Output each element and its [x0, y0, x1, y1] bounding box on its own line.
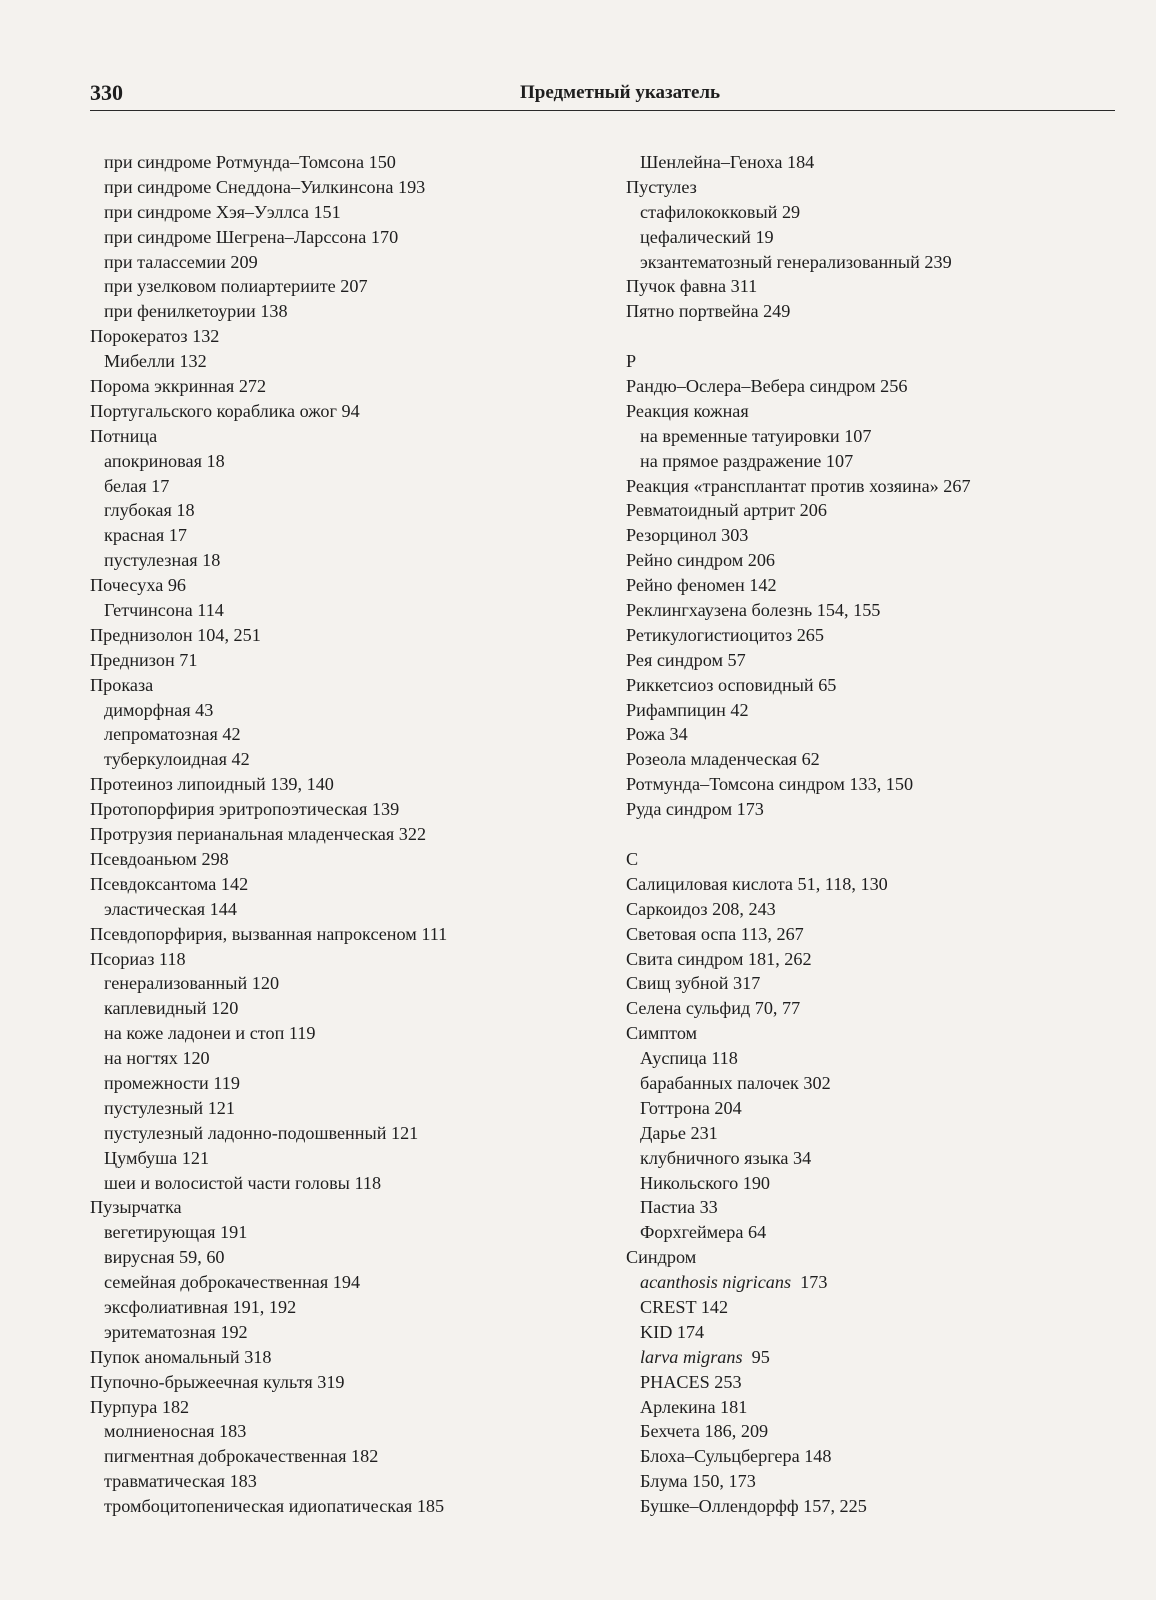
index-subentry: Аусп‍ица 118 [640, 1048, 738, 1069]
index-entry: Розеола младенческая 62 [626, 749, 820, 770]
index-subentry: барабанных палочек 302 [640, 1072, 831, 1093]
index-entry: Преднизолон 104, 251 [90, 624, 261, 645]
index-subentry: пустулезный ладонно-подошвенный 121 [104, 1122, 419, 1143]
index-entry: Световая оспа 113, 267 [626, 923, 804, 944]
index-subentry: при узелковом полиартериите 207 [104, 276, 368, 297]
section-gap [626, 324, 971, 349]
index-entry: Ревматоидный артрит 206 [626, 500, 827, 521]
index-entry: Португальского кораблика ожог 94 [90, 400, 360, 421]
index-subentry: красная 17 [104, 525, 187, 546]
index-subentry: стафилококковый 29 [640, 201, 801, 222]
index-entry: Преднизон 71 [90, 649, 198, 670]
index-entry: Свищ зубной 317 [626, 973, 761, 994]
index-subentry: CREST 142 [640, 1296, 729, 1317]
index-subentry: Шенлейна–Геноха 184 [640, 152, 815, 172]
index-subentry: на ногтях 120 [104, 1048, 210, 1069]
index-entry: Порокератоз 132 [90, 326, 220, 347]
index-subentry: пигментная доброкачественная 182 [104, 1446, 379, 1467]
index-entry: Псевдоксантома 142 [90, 873, 249, 894]
index-subentry: лепроматозная 42 [104, 724, 241, 745]
index-entry: Пятно портвейна 249 [626, 301, 791, 322]
index-entry: Резорцинол 303 [626, 525, 749, 546]
index-entry: Пузырчатка [90, 1197, 182, 1218]
index-subentry: Гетчинсона 114 [104, 600, 224, 621]
index-subentry: при синдроме Шегрена–Ларссона 170 [104, 226, 399, 247]
index-subentry: вегетирующая 191 [104, 1222, 248, 1243]
index-subentry: при синдроме Снеддона–Уилкинсона 193 [104, 176, 426, 197]
index-subentry: Бехчета 186, 209 [640, 1421, 769, 1442]
index-entry: Пупок аномальный 318 [90, 1346, 272, 1367]
index-subentry: Готтрона 204 [640, 1097, 742, 1118]
index-subentry: Блума 150, 173 [640, 1471, 756, 1492]
subentry-term-italic: larva migrans [640, 1346, 743, 1367]
index-subentry: пустулезный 121 [104, 1097, 235, 1118]
index-subentry: при синдроме Хэя–Уэллса 151 [104, 201, 341, 222]
index-entry: Руда синдром 173 [626, 799, 764, 820]
index-subentry: травматическая 183 [104, 1471, 257, 1492]
index-subentry: пустулезная 18 [104, 550, 221, 571]
index-entry: Салициловая кислота 51, 118, 130 [626, 873, 888, 894]
index-subentry: глубокая 18 [104, 500, 195, 521]
index-subentry: Никольского 190 [640, 1172, 771, 1193]
index-entry: Псевдопорфирия, вызванная напроксеном 111 [90, 923, 448, 944]
index-entry: Саркоидоз 208, 243 [626, 898, 776, 919]
index-subentry: Мибелли 132 [104, 351, 207, 372]
index-subentry [626, 1270, 971, 1295]
index-entry: Рейно синдром 206 [626, 550, 776, 571]
index-subentry: эластическая 144 [104, 898, 237, 919]
index-entry: Пурпура 182 [90, 1396, 190, 1417]
index-subentry: туберкулоидная 42 [104, 749, 250, 770]
index-subentry: при синдроме Ротмунда–Томсона 150 [104, 152, 396, 172]
running-title: Предметный указатель [520, 82, 721, 103]
page-header [90, 76, 1115, 111]
index-entry: Проказа [90, 674, 154, 695]
index-entry: Реакция «трансплантат против хозяина» 267 [626, 475, 971, 496]
index-entry: Рея синдром 57 [626, 649, 746, 670]
index-entry: Псориаз 118 [90, 948, 186, 969]
page-number: 330 [90, 80, 123, 105]
index-subentry: диморфная 43 [104, 699, 214, 720]
index-subentry: при таласcемии 209 [104, 251, 258, 272]
index-subentry: белая 17 [104, 475, 170, 496]
index-entry: Риккетсиоз осповидный 65 [626, 674, 837, 695]
index-entry: Рандю–Ослера–Вебера синдром 256 [626, 376, 908, 397]
index-subentry: шеи и волосистой части головы 118 [104, 1172, 382, 1193]
index-subentry: клубничного языка 34 [640, 1147, 812, 1168]
index-entry: Протеиноз липоидный 139, 140 [90, 774, 334, 795]
index-subentry: Цумбуша 121 [104, 1147, 210, 1168]
index-subentry: Пастиа 33 [640, 1197, 718, 1218]
subentry-pages: 173 [791, 1272, 828, 1293]
index-subentry: вирусная 59, 60 [104, 1247, 225, 1268]
index-subentry: на временные татуировки 107 [640, 425, 872, 446]
subentry-pages: 95 [742, 1346, 770, 1367]
index-subentry: при фенилкетоурии 138 [104, 301, 288, 322]
index-subentry: Дарье 231 [640, 1122, 718, 1143]
index-column-left [90, 150, 447, 1519]
index-subentry: цефалический 19 [640, 226, 774, 247]
index-subentry: каплевидный 120 [104, 998, 239, 1019]
index-subentry: эритематозная 192 [104, 1321, 248, 1342]
index-entry: Симптом [626, 1023, 698, 1044]
index-subentry: Арлекина 181 [640, 1396, 748, 1417]
index-subentry: PHACES 253 [640, 1371, 742, 1392]
subentry-term-italic: acanthosis nigricans [640, 1272, 792, 1293]
index-entry: Пустулез [626, 176, 697, 197]
index-subentry: эксфолиативная 191, 192 [104, 1296, 297, 1317]
index-entry: Пучок фавна 311 [626, 276, 758, 297]
index-entry: Рейно феномен 142 [626, 575, 777, 596]
index-entry: Протопорфирия эритропоэтическая 139 [90, 799, 400, 820]
section-letter: С [626, 848, 639, 869]
index-subentry: семейная доброкачественная 194 [104, 1272, 361, 1293]
index-entry: Порома эккринная 272 [90, 376, 267, 397]
index-entry: Пупочно-брыжеечная культя 319 [90, 1371, 345, 1392]
index-entry: Потница [90, 425, 158, 446]
section-gap [626, 822, 971, 847]
index-entry: Псевдоаньюм 298 [90, 848, 229, 869]
index-subentry: молниеносная 183 [104, 1421, 247, 1442]
index-subentry: экзантематозный генерализованный 239 [640, 251, 952, 272]
index-entry: Рифампицин 42 [626, 699, 749, 720]
index-subentry: на прямое раздражение 107 [640, 450, 854, 471]
index-entry: Свита синдром 181, 262 [626, 948, 812, 969]
index-entry: Реклингхаузена болезнь 154, 155 [626, 600, 881, 621]
index-entry: Ротмунда–Томсона синдром 133, 150 [626, 774, 914, 795]
index-subentry [626, 1345, 971, 1370]
index-entry: Рожа 34 [626, 724, 688, 745]
index-subentry: Бушке–Оллендорфф 157, 225 [640, 1496, 867, 1517]
index-entry: Селена сульфид 70, 77 [626, 998, 801, 1019]
index-subentry: тромбоцитопеническая идиопатическая 185 [104, 1496, 445, 1517]
index-entry: Протрузия перианальная младенческая 322 [90, 824, 427, 845]
section-letter: Р [626, 351, 637, 372]
index-subentry: на коже ладонеи и стоп 119 [104, 1023, 316, 1044]
index-entry: Почесуха 96 [90, 575, 187, 596]
index-subentry: Форхгеймера 64 [640, 1222, 767, 1243]
index-subentry: Блоха–Сульцбергера 148 [640, 1446, 832, 1467]
index-subentry: генерализованный 120 [104, 973, 280, 994]
index-column-right [626, 150, 971, 1519]
index-subentry: промежности 119 [104, 1072, 240, 1093]
index-subentry: KID 174 [640, 1321, 705, 1342]
index-subentry: апокриновая 18 [104, 450, 225, 471]
index-entry: Ретикулогистиоцитоз 265 [626, 624, 824, 645]
index-entry: Синдром [626, 1247, 697, 1268]
index-entry: Реакция кожная [626, 400, 749, 421]
